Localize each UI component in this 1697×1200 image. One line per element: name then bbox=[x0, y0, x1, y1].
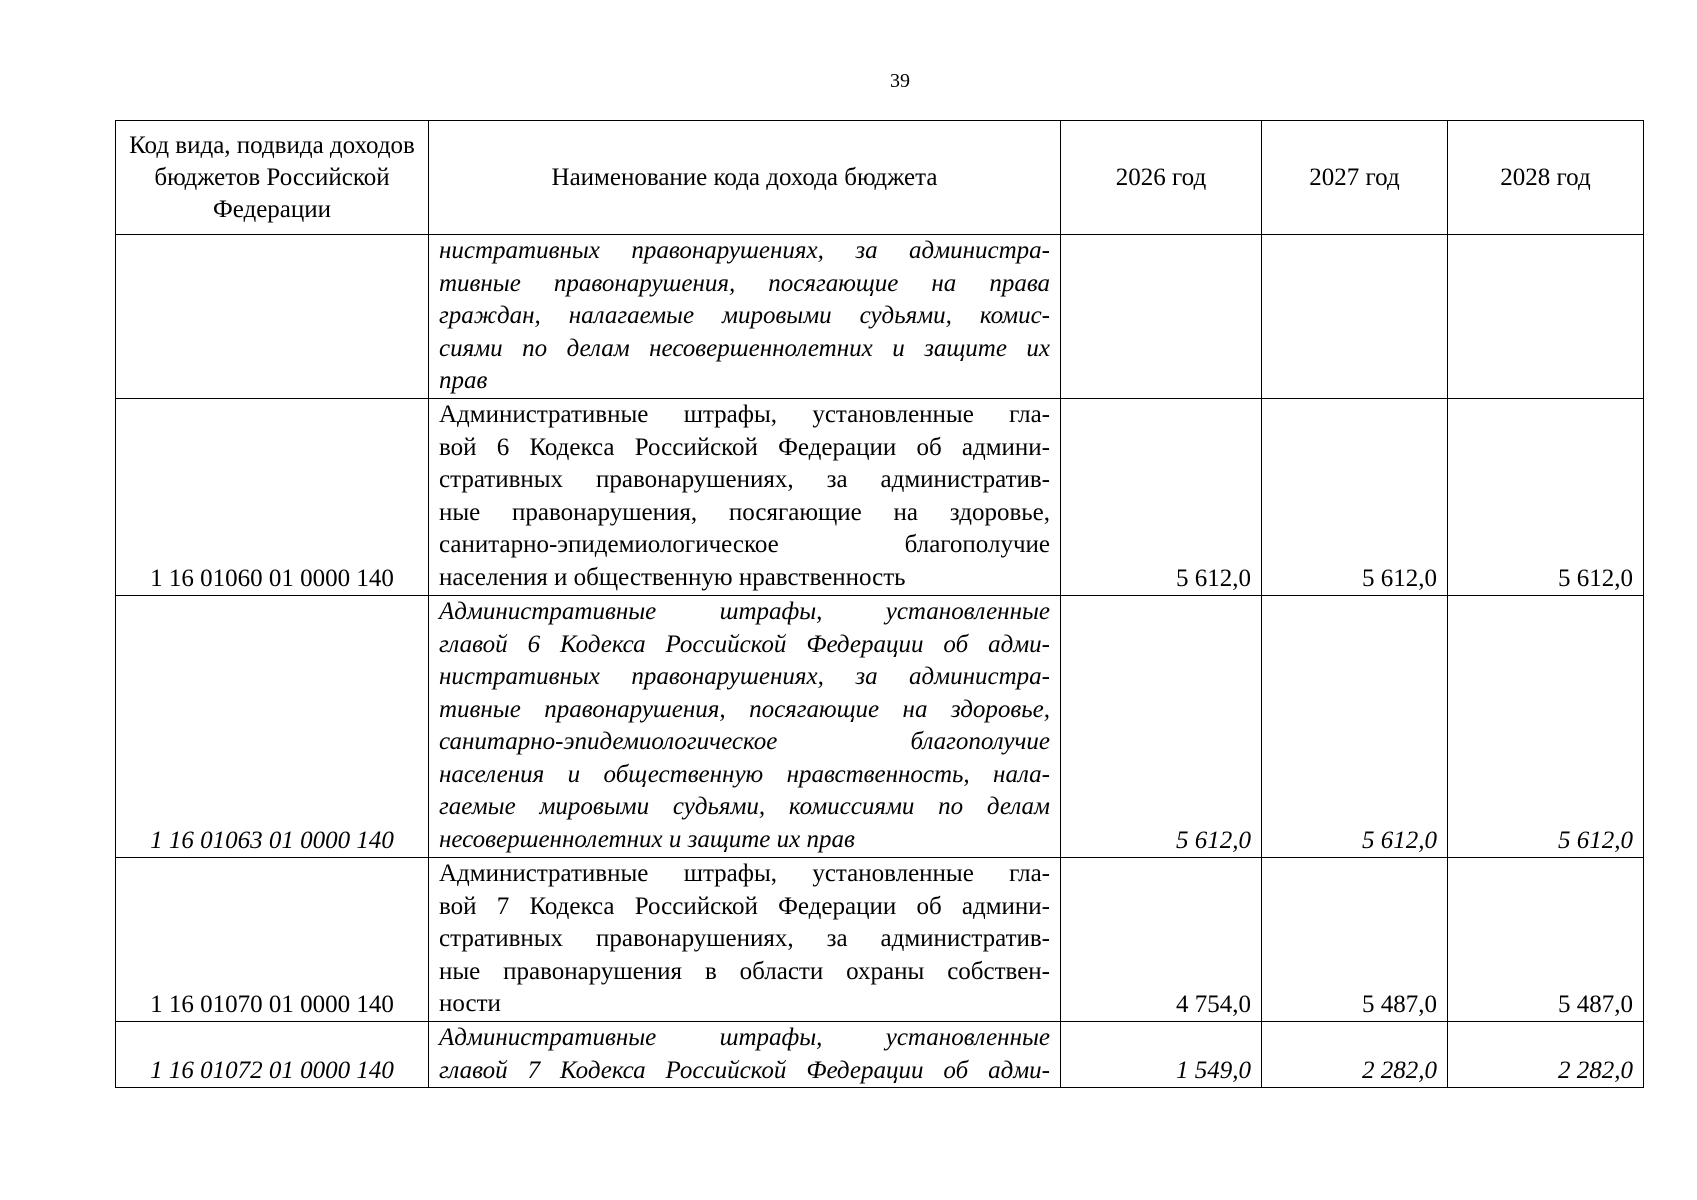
row-name-line: вой 6 Кодекса Российской Федерации об админи- bbox=[439, 433, 1050, 461]
row-value-2027 bbox=[1262, 235, 1448, 399]
revenue-table bbox=[115, 120, 1644, 1088]
row-name bbox=[429, 1022, 1061, 1088]
row-name-line: населения и общественную нравственность bbox=[439, 563, 906, 591]
row-name-line: санитарно-эпидемиологическое благополучие bbox=[439, 728, 1050, 755]
row-name-line: прав bbox=[439, 367, 488, 394]
row-name-line: Административные штрафы, установленные bbox=[439, 598, 1050, 625]
row-value-2027: 5 612,0 bbox=[1262, 399, 1448, 596]
row-value-2026 bbox=[1061, 235, 1262, 399]
header-2027: 2027 год bbox=[1262, 121, 1448, 235]
row-name-line: Административные штрафы, установленные гла- bbox=[439, 860, 1050, 887]
row-name-line: гаемые мировыми судьями, комиссиями по делам bbox=[439, 793, 1050, 820]
row-name-line: Административные штрафы, установленные bbox=[439, 1024, 1050, 1051]
row-name-line: ные правонарушения, посягающие на здоровье, bbox=[439, 498, 1050, 526]
row-name-line: главой 6 Кодекса Российской Федерации об адми- bbox=[439, 630, 1050, 658]
table-row bbox=[116, 858, 1644, 1022]
table-header-row bbox=[116, 121, 1644, 235]
page-number: 39 bbox=[890, 70, 910, 92]
row-name-line: нистративных правонарушениях, за администра- bbox=[439, 663, 1050, 690]
row-name bbox=[429, 235, 1061, 399]
header-code: Код вида, подвида доходов бюджетов Российской Федерации bbox=[116, 121, 429, 235]
row-value-2028: 5 487,0 bbox=[1448, 858, 1644, 1022]
row-name-line: ные правонарушения в области охраны собствен- bbox=[439, 957, 1050, 985]
row-value-2026: 4 754,0 bbox=[1061, 858, 1262, 1022]
row-name-line: тивные правонарушения, посягающие на здоровье, bbox=[439, 695, 1050, 723]
row-code: 1 16 01072 01 0000 140 bbox=[116, 1022, 429, 1088]
header-2028: 2028 год bbox=[1448, 121, 1644, 235]
table-row bbox=[116, 235, 1644, 399]
table-row bbox=[116, 596, 1644, 858]
row-code bbox=[116, 235, 429, 399]
row-code: 1 16 01060 01 0000 140 bbox=[116, 399, 429, 596]
row-name-line: ности bbox=[439, 990, 501, 1017]
row-name-line: санитарно-эпидемиологическое благополучие bbox=[439, 531, 1050, 558]
row-name-line: населения и общественную нравственность, нала- bbox=[439, 760, 1050, 788]
row-name-line: Административные штрафы, установленные гла- bbox=[439, 401, 1050, 428]
row-name bbox=[429, 596, 1061, 858]
row-name bbox=[429, 858, 1061, 1022]
row-name-line: стративных правонарушениях, за административ- bbox=[439, 925, 1050, 952]
row-name-line: главой 7 Кодекса Российской Федерации об адми- bbox=[439, 1056, 1050, 1084]
row-name-line: граждан, налагаемые мировыми судьями, комис- bbox=[439, 302, 1050, 329]
row-name-line: сиями по делам несовершеннолетних и защите их bbox=[439, 334, 1050, 362]
row-code: 1 16 01070 01 0000 140 bbox=[116, 858, 429, 1022]
row-name-line: стративных правонарушениях, за административ- bbox=[439, 466, 1050, 493]
row-name-line: несовершеннолетних и защите их прав bbox=[439, 825, 855, 853]
row-value-2028: 5 612,0 bbox=[1448, 596, 1644, 858]
header-2026: 2026 год bbox=[1061, 121, 1262, 235]
table-row bbox=[116, 399, 1644, 596]
row-value-2027: 5 612,0 bbox=[1262, 596, 1448, 858]
header-name: Наименование кода дохода бюджета bbox=[429, 121, 1061, 235]
row-value-2026: 5 612,0 bbox=[1061, 596, 1262, 858]
row-value-2028: 2 282,0 bbox=[1448, 1022, 1644, 1088]
row-name bbox=[429, 399, 1061, 596]
row-value-2027: 2 282,0 bbox=[1262, 1022, 1448, 1088]
row-name-line: тивные правонарушения, посягающие на права bbox=[439, 269, 1050, 297]
row-value-2027: 5 487,0 bbox=[1262, 858, 1448, 1022]
row-name-line: вой 7 Кодекса Российской Федерации об админи- bbox=[439, 892, 1050, 920]
row-value-2028 bbox=[1448, 235, 1644, 399]
row-value-2028: 5 612,0 bbox=[1448, 399, 1644, 596]
table-row bbox=[116, 1022, 1644, 1088]
row-value-2026: 1 549,0 bbox=[1061, 1022, 1262, 1088]
row-name-line: нистративных правонарушениях, за администра- bbox=[439, 237, 1050, 264]
row-code: 1 16 01063 01 0000 140 bbox=[116, 596, 429, 858]
row-value-2026: 5 612,0 bbox=[1061, 399, 1262, 596]
